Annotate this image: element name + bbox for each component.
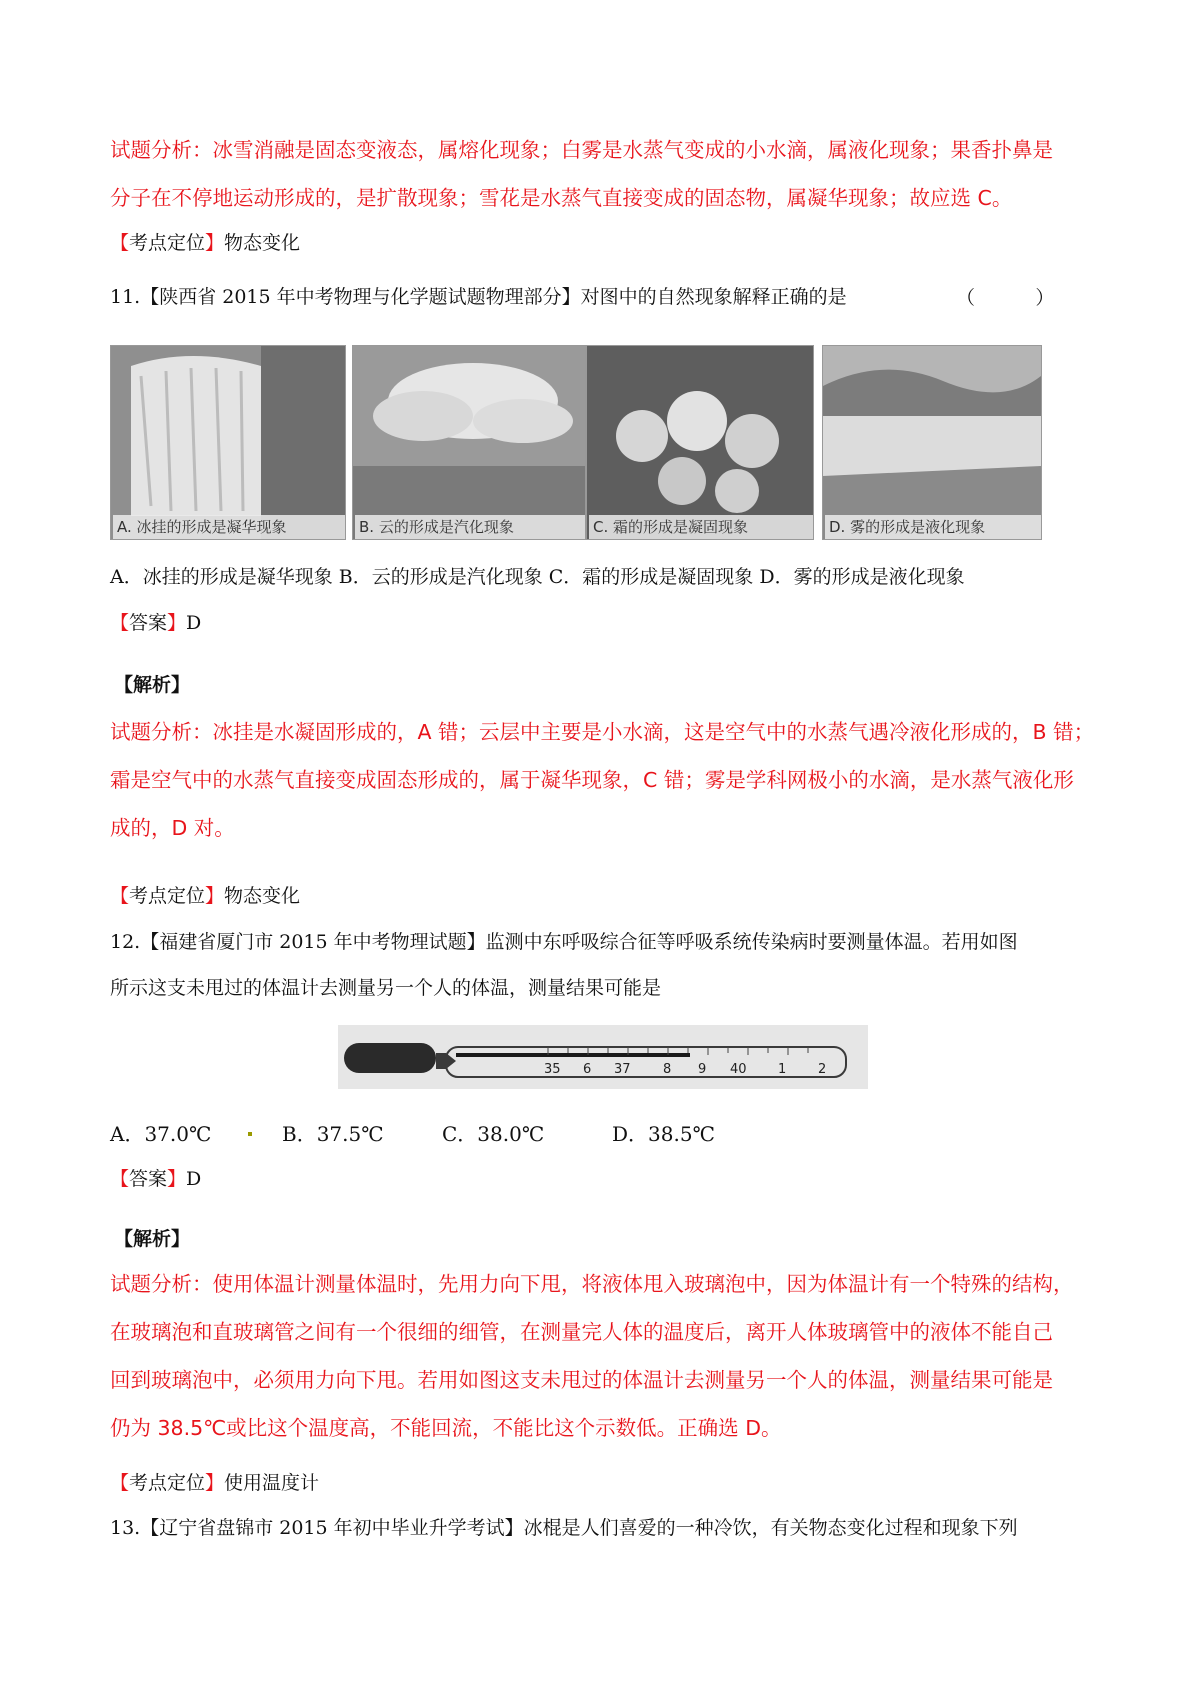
kaodian-label: 考点定位 (129, 232, 206, 254)
thermo-label-35: 35 (544, 1062, 561, 1077)
photo-caption-b: B. 云的形成是汽化现象 (355, 515, 585, 539)
bracket-close: 】 (167, 1168, 187, 1190)
photo-icicles (110, 345, 346, 540)
bracket-open: 【 (110, 612, 130, 634)
kaodian-text: 物态变化 (224, 885, 301, 907)
kaodian-text: 使用温度计 (224, 1472, 320, 1494)
bracket-close: 】 (167, 612, 187, 634)
thermo-label-40: 40 (730, 1062, 747, 1077)
bracket-open: 【 (110, 232, 130, 254)
answer-value: D (186, 1168, 202, 1190)
q11-jiexi-heading: 【解析】 (114, 674, 191, 696)
stray-dot (248, 1132, 252, 1136)
photo-fog (822, 345, 1042, 540)
fog-image (823, 346, 1041, 539)
q10-analysis-line1: 试题分析：冰雪消融是固态变液态，属熔化现象；白雾是水蒸气变成的小水滴，属液化现象；果香扑鼻是 (110, 138, 1053, 162)
bracket-open: 【 (110, 1168, 130, 1190)
q11-analysis-line2: 霜是空气中的水蒸气直接变成固态形成的，属于凝华现象，C 错；雾是学科网极小的水滴，是水蒸气液化形 (110, 768, 1074, 792)
q12-analysis-line3: 回到玻璃泡中，必须用力向下甩。若用如图这支未甩过的体温计去测量另一个人的体温，测量结果可能是 (110, 1368, 1053, 1392)
answer-label: 答案 (129, 612, 168, 634)
bracket-close: 】 (205, 232, 225, 254)
q12-option-c: C．38.0℃ (442, 1122, 545, 1146)
answer-label: 答案 (129, 1168, 168, 1190)
kaodian-label: 考点定位 (129, 885, 206, 907)
photo-frost (586, 345, 814, 540)
thermo-label-1: 1 (778, 1062, 787, 1077)
kaodian-label: 考点定位 (129, 1472, 206, 1494)
photo-clouds (352, 345, 586, 540)
q12-answer (110, 1166, 201, 1192)
icicle-image (111, 346, 345, 539)
q11-options: A．冰挂的形成是凝华现象 B．云的形成是汽化现象 C．霜的形成是凝固现象 D．雾的形成是液化现象 (110, 566, 965, 588)
thermometer-image (338, 1025, 868, 1089)
q12-option-d: D．38.5℃ (612, 1122, 715, 1146)
thermometer-drawing (338, 1025, 868, 1089)
q12-option-b: B．37.5℃ (282, 1122, 384, 1146)
q12-stem-line1: 12.【福建省厦门市 2015 年中考物理试题】监测中东呼吸综合征等呼吸系统传染病时要测量体温。若用如图 (110, 931, 1018, 953)
q11-answer-paren: （ ） (956, 287, 1055, 309)
q12-analysis-line4: 仍为 38.5℃或比这个温度高，不能回流，不能比这个示数低。正确选 D。 (110, 1416, 782, 1440)
frost-image (587, 346, 813, 539)
q11-analysis-line3: 成的，D 对。 (110, 816, 235, 840)
q12-kaodian (110, 1470, 319, 1496)
thermo-label-9: 9 (698, 1062, 707, 1077)
q13-stem: 13.【辽宁省盘锦市 2015 年初中毕业升学考试】冰棍是人们喜爱的一种冷饮，有关物态变化过程和现象下列 (110, 1517, 1018, 1539)
q12-stem-line2: 所示这支未甩过的体温计去测量另一个人的体温，测量结果可能是 (110, 977, 662, 999)
q12-option-a: A．37.0℃ (110, 1122, 212, 1146)
q11-stem: 11.【陕西省 2015 年中考物理与化学题试题物理部分】对图中的自然现象解释正确的是 (110, 286, 847, 308)
photo-caption-a: A. 冰挂的形成是凝华现象 (113, 515, 345, 539)
bracket-close: 】 (205, 885, 225, 907)
q12-jiexi-heading: 【解析】 (114, 1228, 191, 1250)
thermo-label-2: 2 (818, 1062, 827, 1077)
q12-analysis-line2: 在玻璃泡和直玻璃管之间有一个很细的细管，在测量完人体的温度后，离开人体玻璃管中的液体不能自己 (110, 1320, 1053, 1344)
q11-answer (110, 610, 201, 636)
thermo-label-8: 8 (663, 1062, 672, 1077)
bracket-open: 【 (110, 885, 130, 907)
photo-caption-c: C. 霜的形成是凝固现象 (589, 515, 813, 539)
q10-analysis-line2: 分子在不停地运动形成的，是扩散现象；雪花是水蒸气直接变成的固态物，属凝华现象；故应选 C。 (110, 186, 1013, 210)
q11-analysis-line1: 试题分析：冰挂是水凝固形成的，A 错；云层中主要是小水滴，这是空气中的水蒸气遇冷液化形成的，B 错； (110, 720, 1095, 744)
bracket-close: 】 (205, 1472, 225, 1494)
thermo-label-37: 37 (614, 1062, 631, 1077)
q12-analysis-line1: 试题分析：使用体温计测量体温时，先用力向下甩，将液体甩入玻璃泡中，因为体温计有一个特殊的结构， (110, 1272, 1074, 1296)
kaodian-text: 物态变化 (224, 232, 301, 254)
photo-caption-d: D. 雾的形成是液化现象 (825, 515, 1041, 539)
answer-value: D (186, 612, 202, 634)
q11-kaodian (110, 883, 300, 909)
clouds-image (353, 346, 585, 539)
q10-kaodian (110, 230, 300, 256)
bracket-open: 【 (110, 1472, 130, 1494)
thermo-label-6: 6 (583, 1062, 592, 1077)
